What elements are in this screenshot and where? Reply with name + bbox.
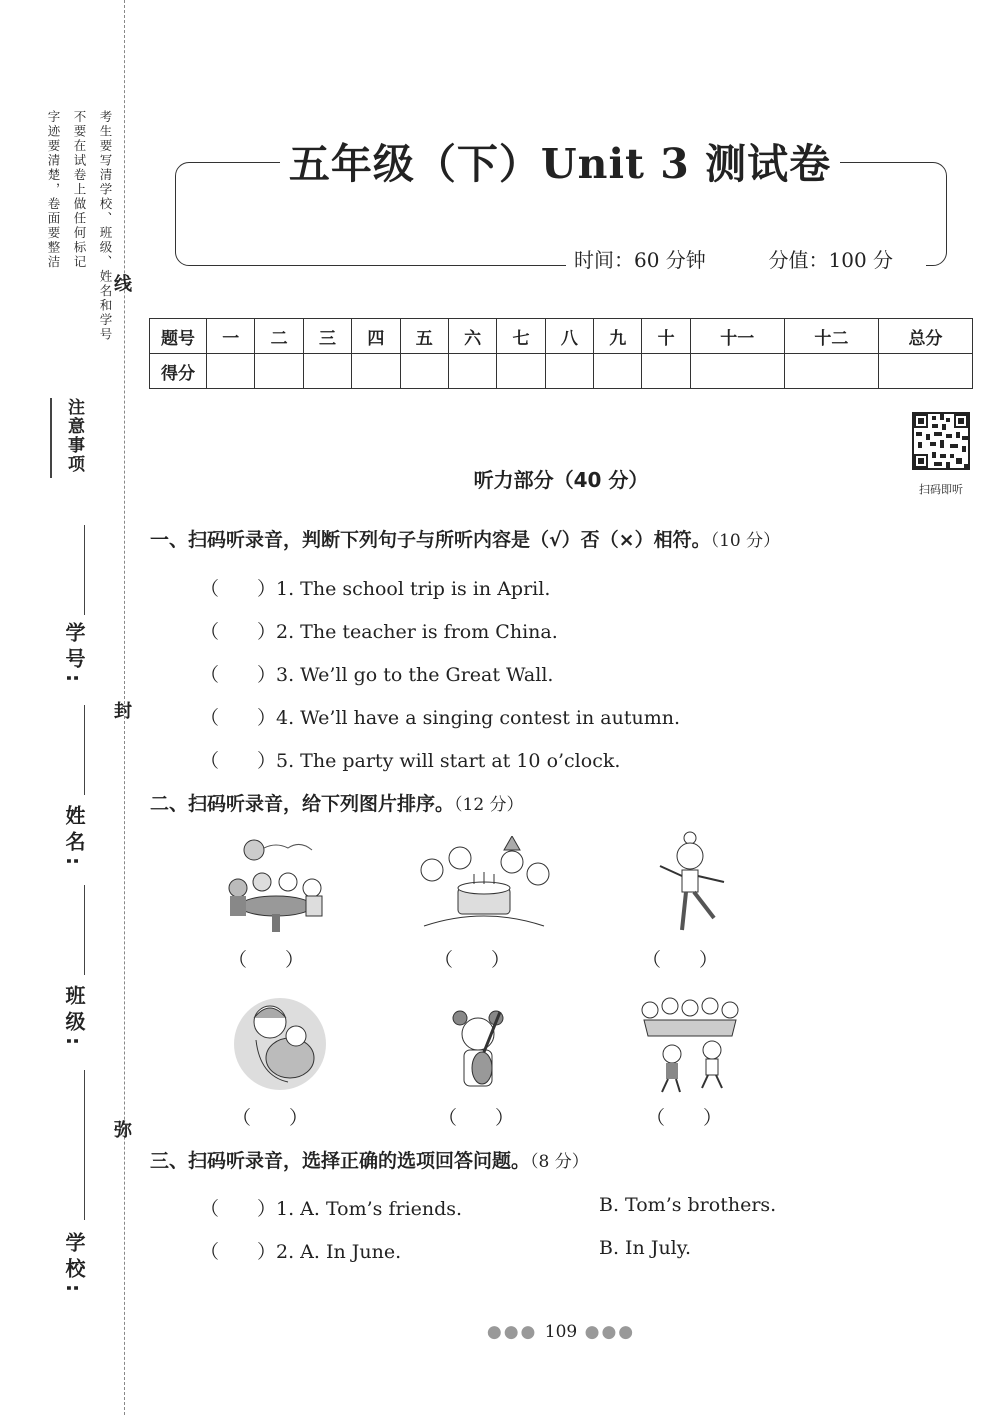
- q1-item[interactable]: （ ）3. We’ll go to the Great Wall.: [200, 664, 554, 686]
- qr-label: 扫码即听: [919, 483, 963, 496]
- q2-title-text: 二、扫码听录音，给下列图片排序。: [150, 793, 455, 815]
- student-id-line[interactable]: [84, 525, 85, 615]
- q1-item[interactable]: （ ）1. The school trip is in April.: [200, 578, 551, 600]
- class-label: 班级:: [62, 985, 86, 1051]
- girl-pipa-picture: [438, 1008, 518, 1092]
- q1-item[interactable]: （ ）5. The party will start at 10 o’clock.: [200, 750, 621, 772]
- q3-points: （8 分）: [530, 1152, 589, 1172]
- row-label: 得分: [150, 354, 207, 389]
- score-cell[interactable]: [594, 354, 642, 389]
- question-number-row: [150, 319, 973, 354]
- order-blank[interactable]: （ ）: [646, 1107, 723, 1129]
- notice-lines: [40, 110, 118, 342]
- col-header: 十一: [690, 319, 784, 354]
- page-number: 109: [544, 1322, 578, 1342]
- col-header: 总分: [878, 319, 972, 354]
- birthday-cake-picture: [414, 836, 554, 936]
- score-cell[interactable]: [400, 354, 448, 389]
- col-header: 十二: [784, 319, 878, 354]
- score-cell[interactable]: [303, 354, 351, 389]
- seal-char-line: 线: [114, 274, 132, 295]
- order-blank[interactable]: （ ）: [434, 949, 511, 971]
- listening-section-heading: 听力部分（40 分）: [473, 468, 649, 492]
- family-dinner-picture: [216, 836, 336, 936]
- dancing-girl-picture: [652, 830, 732, 936]
- page-title: 五年级（下）Unit 3 测试卷: [288, 140, 832, 188]
- q1-item[interactable]: （ ）4. We’ll have a singing contest in autumn.: [200, 707, 681, 729]
- qr-code-icon[interactable]: [912, 412, 970, 470]
- class-line[interactable]: [84, 885, 85, 975]
- q1-item[interactable]: （ ）2. The teacher is from China.: [200, 621, 558, 643]
- order-blank[interactable]: （ ）: [438, 1107, 515, 1129]
- name-line[interactable]: [84, 705, 85, 795]
- col-header: 八: [545, 319, 593, 354]
- score-cell[interactable]: [690, 354, 784, 389]
- school-label: 学校:: [62, 1232, 86, 1298]
- school-line[interactable]: [84, 1070, 85, 1220]
- score-cell[interactable]: [497, 354, 545, 389]
- score-cell[interactable]: [784, 354, 878, 389]
- q3-option-b[interactable]: B. In July.: [599, 1237, 692, 1259]
- q1-title-text: 一、扫码听录音，判断下列句子与所听内容是（√）否（×）相符。: [150, 529, 711, 551]
- footer-dots-icon: ●●●: [577, 1322, 636, 1342]
- col-header: 九: [594, 319, 642, 354]
- q3-option-a[interactable]: （ ）1. A. Tom’s friends.: [200, 1198, 463, 1220]
- order-blank[interactable]: （ ）: [232, 1107, 309, 1129]
- col-header: 一: [207, 319, 255, 354]
- page-footer: [0, 1322, 1000, 1342]
- score-row: [150, 354, 973, 389]
- col-header: 十: [642, 319, 690, 354]
- col-header: 六: [448, 319, 496, 354]
- score-cell[interactable]: [545, 354, 593, 389]
- q2-points: （12 分）: [454, 795, 524, 815]
- q3-option-b[interactable]: B. Tom’s brothers.: [599, 1194, 777, 1216]
- score-cell[interactable]: [255, 354, 303, 389]
- col-header: 三: [303, 319, 351, 354]
- student-id-label: 学号:: [62, 622, 86, 688]
- score-table: [149, 318, 973, 389]
- score-cell[interactable]: [352, 354, 400, 389]
- time-limit: 时间：60 分钟: [574, 248, 706, 272]
- q3-title-text: 三、扫码听录音，选择正确的选项回答问题。: [150, 1150, 531, 1172]
- order-blank[interactable]: （ ）: [642, 949, 719, 971]
- order-blank[interactable]: （ ）: [228, 949, 305, 971]
- seal-char-seal: 封: [114, 701, 132, 722]
- col-header: 五: [400, 319, 448, 354]
- footer-dots-icon: ●●●: [486, 1322, 545, 1342]
- notice-line: 考生要写清学校、班级、姓名和学号: [98, 110, 113, 342]
- q1-title: [150, 525, 780, 552]
- col-header: 二: [255, 319, 303, 354]
- mother-baby-picture: [232, 996, 328, 1092]
- seal-char-mi: 弥: [114, 1120, 132, 1141]
- score-cell[interactable]: [642, 354, 690, 389]
- row-label: 题号: [150, 319, 207, 354]
- col-header: 四: [352, 319, 400, 354]
- exam-info: [574, 245, 893, 275]
- score-cell[interactable]: [878, 354, 972, 389]
- notice-line: 不要在试卷上做任何标记: [72, 110, 87, 270]
- q2-title: [150, 789, 524, 816]
- children-dancing-picture: [636, 996, 746, 1096]
- q3-title: [150, 1146, 589, 1173]
- name-label: 姓名:: [62, 805, 86, 871]
- q1-points: （10 分）: [710, 531, 781, 551]
- q3-option-a[interactable]: （ ）2. A. In June.: [200, 1241, 402, 1263]
- notice-title: 注意事项: [64, 398, 84, 474]
- col-header: 七: [497, 319, 545, 354]
- total-score: 分值：100 分: [768, 248, 894, 272]
- score-cell[interactable]: [448, 354, 496, 389]
- score-cell[interactable]: [207, 354, 255, 389]
- notice-line: 字迹要清楚，卷面要整洁: [46, 110, 61, 270]
